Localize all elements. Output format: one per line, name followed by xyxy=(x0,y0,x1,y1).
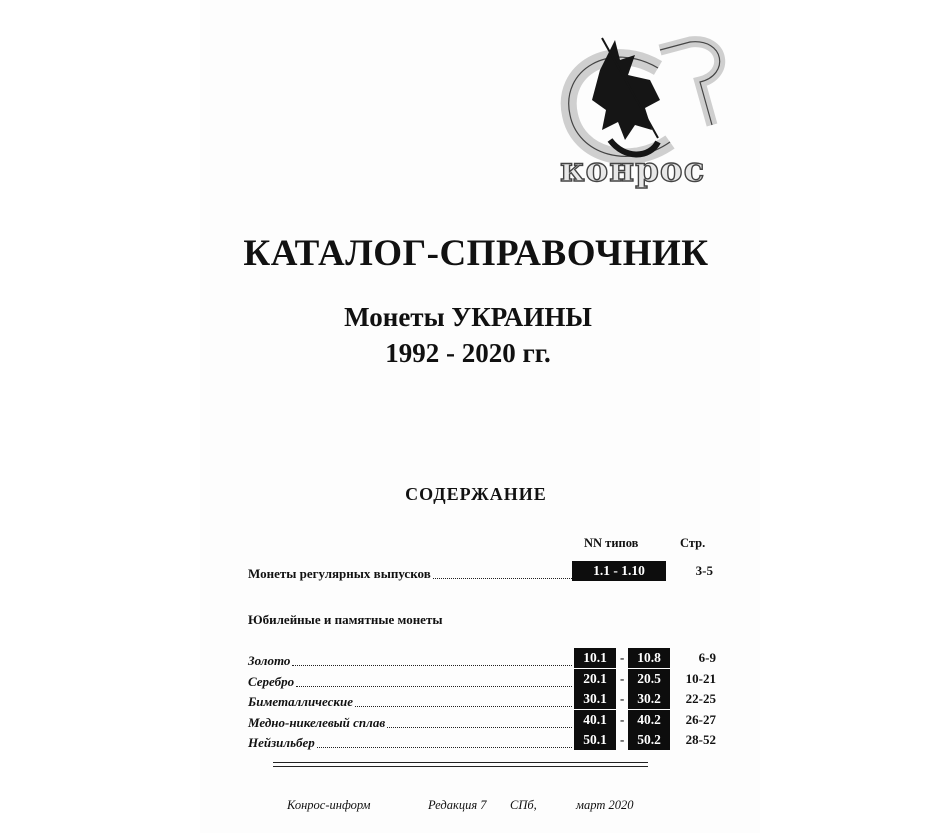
type-to-badge: 30.2 xyxy=(628,689,670,709)
toc-row xyxy=(248,733,315,753)
type-to-badge: 10.8 xyxy=(628,648,670,668)
logo-wordmark: конрос xyxy=(560,150,706,190)
footer-publisher: Конрос-информ xyxy=(287,798,371,812)
dot-leader xyxy=(317,747,572,748)
divider-line xyxy=(273,766,648,767)
toc-label: Монеты регулярных выпусков xyxy=(248,566,431,581)
type-range-badge: 1.1 - 1.10 xyxy=(572,561,666,581)
toc-row xyxy=(248,672,294,692)
contents-heading: СОДЕРЖАНИЕ xyxy=(405,484,547,504)
divider-line xyxy=(273,762,648,763)
page-range: 22-25 xyxy=(685,691,716,706)
page-range: 26-27 xyxy=(685,711,716,727)
type-from-badge: 30.1 xyxy=(574,689,616,709)
footer-city: СПб, xyxy=(510,798,537,812)
column-header-pages: Стр. xyxy=(680,536,706,550)
toc-label: Биметаллические xyxy=(248,694,353,709)
type-from-badge: 20.1 xyxy=(574,669,616,689)
range-dash: - xyxy=(620,711,625,727)
subtitle: Монеты УКРАИНЫ xyxy=(344,302,592,332)
toc-label: Медно-никелевый сплав xyxy=(248,714,386,730)
page-range: 28-52 xyxy=(685,732,716,747)
toc-label: Золото xyxy=(248,653,291,668)
dot-leader xyxy=(296,686,572,687)
page-title: КАТАЛОГ-СПРАВОЧНИК xyxy=(243,233,709,274)
toc-row xyxy=(248,713,385,733)
column-header-types: NN типов xyxy=(584,536,639,550)
type-from-badge: 40.1 xyxy=(574,710,616,730)
footer-edition: Редакция 7 xyxy=(428,798,487,812)
section-heading-commemorative: Юбилейные и памятные монеты xyxy=(248,612,443,627)
type-from-badge: 10.1 xyxy=(574,648,616,668)
toc-row xyxy=(248,651,290,671)
dot-leader xyxy=(387,727,572,728)
type-from-badge: 50.1 xyxy=(574,730,616,750)
dot-leader xyxy=(292,665,572,666)
range-dash: - xyxy=(620,691,625,706)
dot-leader xyxy=(355,706,572,707)
toc-label: Нейзильбер xyxy=(248,735,315,750)
range-dash: - xyxy=(620,650,625,665)
toc-label: Серебро xyxy=(248,673,295,689)
range-dash: - xyxy=(620,732,625,747)
toc-row xyxy=(248,692,353,712)
page-range: 3-5 xyxy=(695,563,713,578)
type-to-badge: 50.2 xyxy=(628,730,670,750)
dot-leader xyxy=(433,578,572,579)
subtitle-years: 1992 - 2020 гг. xyxy=(385,338,551,368)
footer-date: март 2020 xyxy=(576,798,634,812)
page-range: 10-21 xyxy=(685,670,716,686)
range-dash: - xyxy=(620,670,625,686)
type-to-badge: 20.5 xyxy=(628,669,670,689)
toc-row-regular xyxy=(248,564,431,584)
page-range: 6-9 xyxy=(698,650,716,665)
type-to-badge: 40.2 xyxy=(628,710,670,730)
